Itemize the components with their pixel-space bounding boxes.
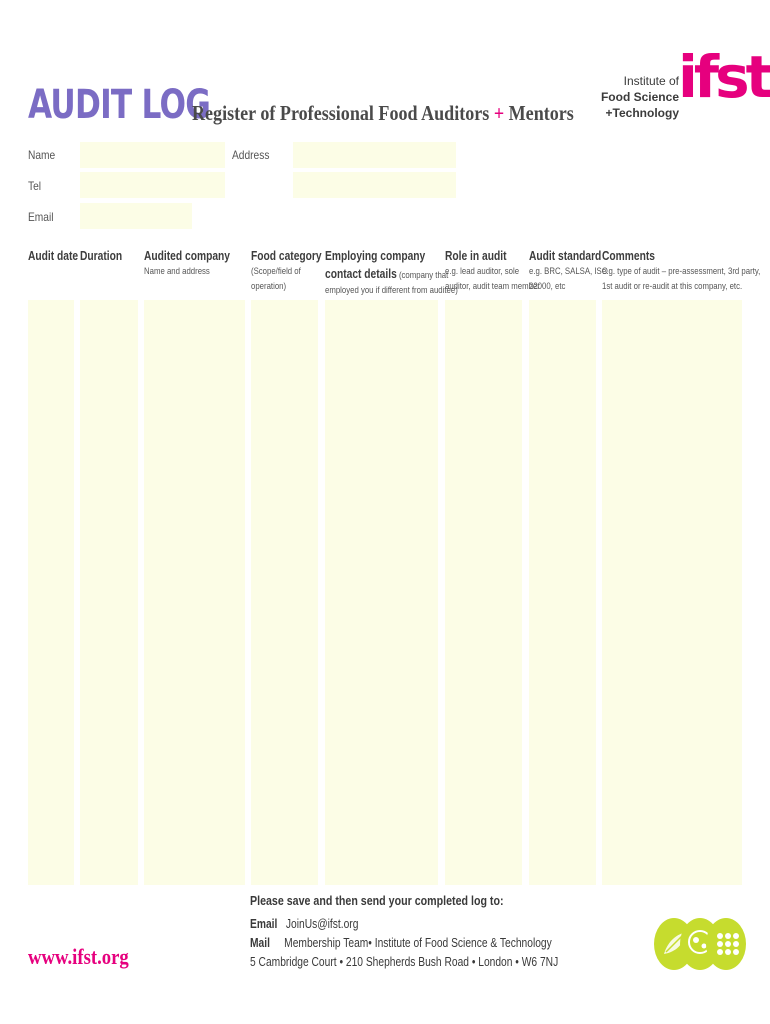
tel-field[interactable] xyxy=(80,172,225,198)
tel-label: Tel xyxy=(28,179,42,193)
col-header-audit-standard: Audit standard xyxy=(529,249,602,263)
logo-line-technology: +Technology xyxy=(605,106,679,120)
col-sub-comments-1: e.g. type of audit – pre-assessment, 3rd party, xyxy=(602,266,761,277)
col-header-contact-details: contact details (company that xyxy=(325,267,449,281)
logo-mark: ifst xyxy=(678,43,770,111)
footer-heading: Please save and then send your completed log to: xyxy=(250,893,504,908)
comments-column-field[interactable] xyxy=(602,300,742,885)
logo-line-institute: Institute of xyxy=(623,74,679,88)
page-title: AUDIT LOG xyxy=(28,82,211,128)
col-sub-role-1: e.g. lead auditor, sole xyxy=(445,266,520,277)
address-field-line1[interactable] xyxy=(293,142,456,168)
col-sub-audited-company: Name and address xyxy=(144,266,210,277)
footer-address-line: 5 Cambridge Court • 210 Shepherds Bush Road • London • W6 7NJ xyxy=(250,955,559,969)
audited-company-column-field[interactable] xyxy=(144,300,245,885)
audit-date-column-field[interactable] xyxy=(28,300,74,885)
footer-email-link[interactable]: JoinUs@ifst.org xyxy=(285,917,359,931)
dots-icon xyxy=(706,918,746,970)
col-sub-comments-2: 1st audit or re-audit at this company, etc. xyxy=(602,281,743,292)
col-header-comments: Comments xyxy=(602,249,655,263)
col-header-role-in-audit: Role in audit xyxy=(445,249,507,263)
col-header-audit-date: Audit date xyxy=(28,249,79,263)
col-sub-standard-2: 22000, etc xyxy=(529,281,566,292)
col-sub-food-category-2: operation) xyxy=(251,281,287,292)
badge-group xyxy=(654,918,746,972)
col-sub-standard-1: e.g. BRC, SALSA, ISO xyxy=(529,266,608,277)
website-link[interactable]: www.ifst.org xyxy=(28,944,129,969)
col-header-employing-company: Employing company xyxy=(325,249,426,263)
col-sub-role-2: auditor, audit team member xyxy=(445,281,540,292)
address-field-line2[interactable] xyxy=(293,172,456,198)
audit-standard-column-field[interactable] xyxy=(529,300,596,885)
col-header-duration: Duration xyxy=(80,249,123,263)
col-header-food-category: Food category xyxy=(251,249,322,263)
ifst-logo xyxy=(600,43,770,126)
col-sub-food-category-1: (Scope/field of xyxy=(251,266,301,277)
email-label: Email xyxy=(28,210,54,224)
footer-email-line: Email JoinUs@ifst.org xyxy=(250,917,359,931)
col-header-audited-company: Audited company xyxy=(144,249,230,263)
role-in-audit-column-field[interactable] xyxy=(445,300,522,885)
duration-column-field[interactable] xyxy=(80,300,138,885)
badge-circle-icon-3 xyxy=(706,918,746,970)
address-label: Address xyxy=(232,148,270,162)
email-field[interactable] xyxy=(80,203,192,229)
food-category-column-field[interactable] xyxy=(251,300,318,885)
employing-company-column-field[interactable] xyxy=(325,300,438,885)
col-sub-employing-company: employed you if different from auditee) xyxy=(325,285,458,296)
name-label: Name xyxy=(28,148,56,162)
name-field[interactable] xyxy=(80,142,225,168)
page-subtitle: Register of Professional Food Auditors + Mentors xyxy=(192,101,574,125)
footer-mail-line: Mail Membership Team• Institute of Food Science & Technology xyxy=(250,936,552,950)
logo-line-food-science: Food Science xyxy=(600,90,679,104)
